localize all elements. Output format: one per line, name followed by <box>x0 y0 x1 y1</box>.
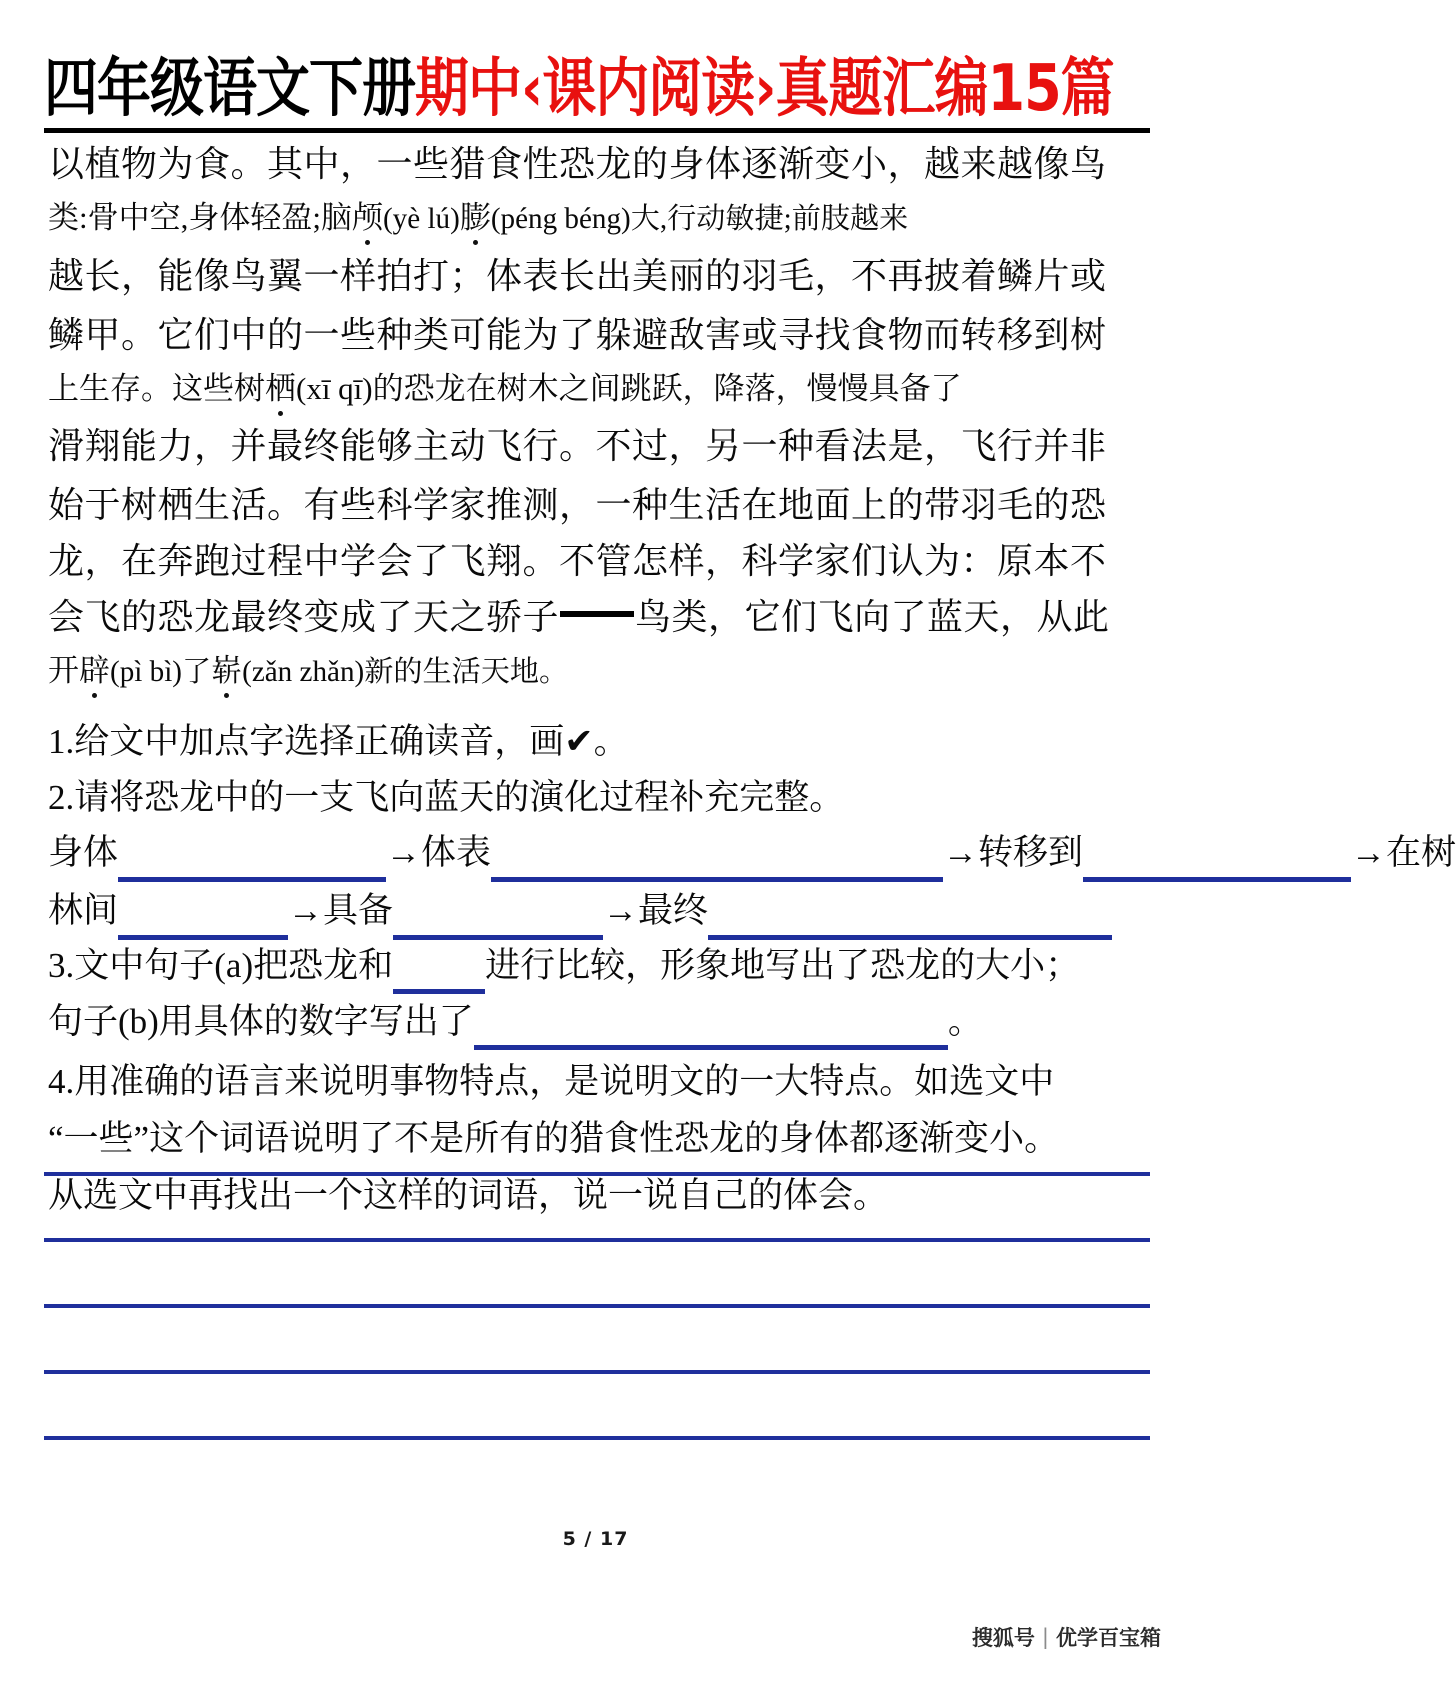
passage-line-6: 滑翔能力，并最终能够主动飞行。不过，另一种看法是，飞行并非 <box>48 426 1107 466</box>
pinyin-ye-lu: (yè lú) <box>382 203 460 235</box>
answer-ruled-area <box>44 1172 1150 1502</box>
question-4-line-2: “一些”这个词语说明了不是所有的猎食性恐龙的身体都逐渐变小。 <box>48 1119 1060 1158</box>
flow-label-final: →最终 <box>603 891 709 930</box>
question-1-text-b: 。 <box>593 722 629 761</box>
answer-blank-final[interactable] <box>708 897 1112 940</box>
pinyin-zan-zhan: (zǎn zhǎn)新的生活天地。 <box>242 656 569 688</box>
answer-rule-line[interactable] <box>44 1370 1150 1374</box>
passage-line-10 <box>48 645 1148 698</box>
question-3-line-1-a: 3.文中句子(a)把恐龙和 <box>48 946 394 985</box>
answer-blank-moveto[interactable] <box>1083 839 1351 882</box>
passage-line-10-a: 开 <box>48 653 79 688</box>
passage-body <box>48 136 1148 698</box>
em-dash-mark <box>560 611 634 617</box>
passage-line-5-b: (xī qī)的恐龙在树木之间跳跃，降落，慢慢具备了 <box>296 371 962 406</box>
passage-line-5-a: 上生存。这些树 <box>48 371 265 406</box>
pinyin-peng-beng: (péng béng)大,行动敏捷;前肢越来 <box>490 203 909 235</box>
passage-line-7: 始于树栖生活。有些科学家推测，一种生活在地面上的带羽毛的恐 <box>48 485 1107 525</box>
passage-line-4: 鳞甲。它们中的一些种类可能为了躲避敌害或寻找食物而转移到树 <box>48 315 1107 355</box>
answer-rule-line[interactable] <box>44 1238 1150 1242</box>
watermark <box>972 1622 1161 1652</box>
question-1-text <box>48 716 1148 768</box>
watermark-separator: | <box>1041 1625 1049 1649</box>
question-3-line-2-a: 句子(b)用具体的数字写出了 <box>48 1002 474 1041</box>
passage-line-2 <box>48 192 1148 245</box>
flow-label-intree: →在树 <box>1351 833 1456 872</box>
flow-label-body: 身体 <box>48 833 119 872</box>
emphasis-char-qi: 栖 <box>265 371 296 406</box>
page-title <box>44 50 1150 126</box>
answer-blank-q3a[interactable] <box>393 951 485 994</box>
question-1-text-a: 1.给文中加点字选择正确读音，画 <box>48 722 565 761</box>
passage-line-5 <box>48 363 1148 415</box>
emphasis-char-lu: 颅 <box>351 200 383 235</box>
passage-line-9-a: 会飞的恐龙最终变成了天之骄子 <box>48 597 560 637</box>
answer-rule-line[interactable] <box>44 1304 1150 1308</box>
answer-rule-line[interactable] <box>44 1436 1150 1440</box>
passage-line-8: 龙，在奔跑过程中学会了飞翔。不管怎样，科学家们认为：原本不 <box>48 541 1107 581</box>
watermark-source: 搜狐号 <box>971 1626 1035 1650</box>
passage-line-1: 以植物为食。其中，一些猎食性恐龙的身体逐渐变小，越来越像鸟 <box>48 144 1107 184</box>
watermark-account: 优学百宝箱 <box>1056 1626 1161 1650</box>
passage-line-2-a: 类:骨中空,身体轻盈;脑 <box>48 200 352 235</box>
check-mark-icon: ✔ <box>564 722 594 762</box>
question-2-text: 2.请将恐龙中的一支飞向蓝天的演化过程补充完整。 <box>48 778 845 817</box>
question-3-line-1 <box>48 938 1148 994</box>
emphasis-char-zhan: 崭 <box>211 653 243 688</box>
flow-label-possess: →具备 <box>288 891 394 930</box>
question-2-flow-line-2 <box>48 882 1148 940</box>
answer-blank-forest[interactable] <box>118 897 288 940</box>
flow-label-forest: 林间 <box>48 891 119 930</box>
title-black-text: 四年级语文下册 <box>44 50 415 126</box>
question-3-line-2-b: 。 <box>947 1002 983 1041</box>
answer-rule-line[interactable] <box>44 1172 1150 1176</box>
question-4-line-1: 4.用准确的语言来说明事物特点，是说明文的一大特点。如选文中 <box>48 1062 1055 1101</box>
emphasis-char-pi: 辟 <box>79 653 110 688</box>
question-2-flow-line-1 <box>48 824 1456 882</box>
passage-line-3: 越长，能像鸟翼一样拍打；体表长出美丽的羽毛，不再披着鳞片或 <box>48 256 1107 296</box>
question-4-line-3: 从选文中再找出一个这样的词语，说一说自己的体会。 <box>48 1176 889 1215</box>
question-3-line-1-b: 进行比较，形象地写出了恐龙的大小； <box>485 946 1081 985</box>
passage-line-9-b: 鸟类，它们飞向了蓝天，从此 <box>635 597 1110 637</box>
answer-blank-q3b[interactable] <box>474 1007 948 1050</box>
page-number: 5 / 17 <box>562 1528 629 1550</box>
flow-label-surface: →体表 <box>386 833 492 872</box>
question-2 <box>48 772 1456 940</box>
answer-blank-body[interactable] <box>118 839 386 882</box>
question-1 <box>48 716 1148 768</box>
title-underline-rule <box>44 128 1150 133</box>
title-red-text: 期中‹课内阅读›真题汇编15篇 <box>415 50 1114 126</box>
pinyin-pi-bi: (pì bì)了 <box>110 656 212 688</box>
question-3-line-2 <box>48 994 1148 1050</box>
passage-line-9 <box>48 589 1148 645</box>
answer-blank-possess[interactable] <box>393 897 603 940</box>
answer-blank-surface[interactable] <box>491 839 943 882</box>
emphasis-char-peng: 膨 <box>459 200 491 235</box>
question-3 <box>48 938 1148 1050</box>
flow-label-moveto: →转移到 <box>943 833 1084 872</box>
title-line <box>44 52 1150 125</box>
